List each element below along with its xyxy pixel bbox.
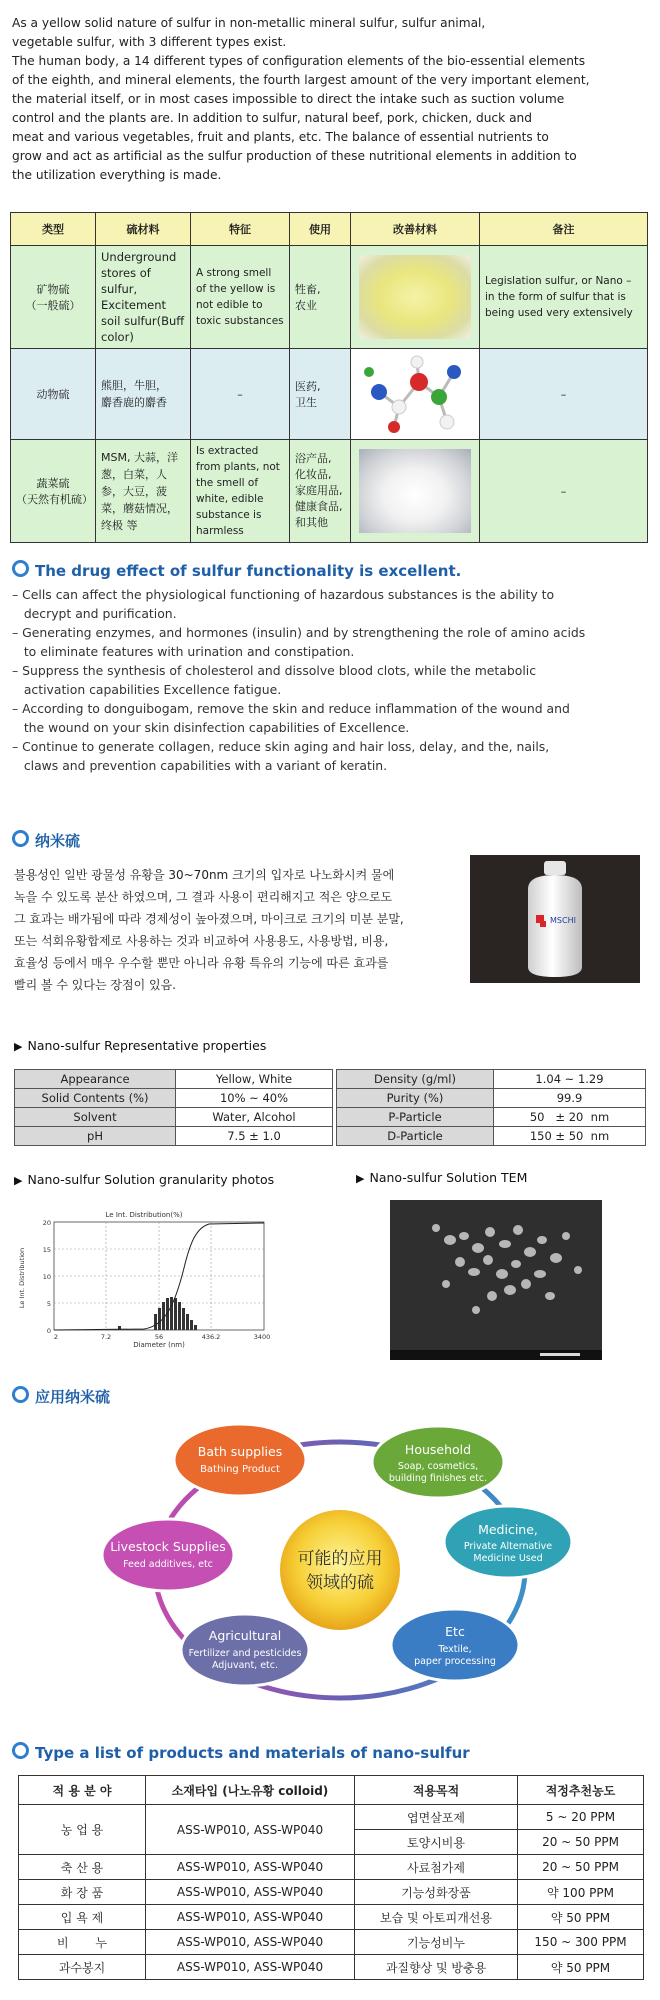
intro-line: grow and act as artificial as the sulfur production of these nutritional elements in addition to (12, 149, 577, 163)
bullet-circle-icon (12, 1742, 29, 1759)
purpose-cell: 토양시비용 (355, 1830, 518, 1855)
bullet-circle-icon (12, 1386, 29, 1403)
prop-label: Density (g/ml) (337, 1070, 494, 1089)
table-row (11, 440, 648, 543)
material-cell: MSM, 大蒜，洋葱，白菜，人参，大豆，菠菜，蘑菇情况，终极 等 (96, 440, 191, 543)
node-sub: Feed additives, etc (123, 1559, 213, 1570)
field-cell: 비 누 (19, 1930, 146, 1955)
intro-line: the material itself, or in most cases impossible to direct the intake such as suction volume (12, 92, 565, 106)
use-cell: 医药, 卫生 (290, 349, 351, 440)
nano-description (14, 864, 454, 996)
table-row (15, 1127, 646, 1146)
list-item: – According to donguibogam, remove the skin and reduce inflammation of the wound and (12, 701, 570, 716)
intro-line: of the eighth, and mineral elements, the fourth largest amount of the very important element, (12, 73, 590, 87)
concentration-cell: 약 100 PPM (518, 1880, 644, 1905)
nano-line: 녹을 수 있도록 분산 하였으며, 그 결과 사용이 편리해지고 적은 양으로도 (14, 890, 393, 904)
purpose-cell: 엽면살포제 (355, 1805, 518, 1830)
triangle-right-icon: ▶ (14, 1040, 23, 1053)
node-sub: Bathing Product (200, 1464, 280, 1475)
field-cell: 화 장 품 (19, 1880, 146, 1905)
props-heading (14, 1038, 266, 1053)
list-item: claws and prevention capabilities with a variant of keratin. (12, 758, 388, 773)
chart-title: Le Int. Distribution(%) (105, 1211, 183, 1219)
prop-value: 7.5 ± 1.0 (176, 1127, 333, 1146)
nano-title-text: 纳米硫 (35, 832, 81, 850)
intro-line: control and the plants are. In addition to sulfur, natural beef, pork, chicken, duck and (12, 111, 532, 125)
table-row (19, 1905, 644, 1930)
concentration-cell: 20 ~ 50 PPM (518, 1830, 644, 1855)
intro-line: vegetable sulfur, with 3 different types exist. (12, 35, 287, 49)
svg-text:Medicine Used: Medicine Used (473, 1553, 543, 1564)
center-text-2: 领域的硫 (306, 1573, 374, 1593)
list-item: the wound on your skin disinfection capabilities of Excellence. (12, 720, 410, 735)
concentration-cell: 20 ~ 50 PPM (518, 1855, 644, 1880)
effects-title-text: The drug effect of sulfur functionality is excellent. (35, 562, 462, 580)
node-title: Agricultural (208, 1628, 282, 1643)
prop-value: Yellow, White (176, 1070, 333, 1089)
purpose-cell: 사료첨가제 (355, 1855, 518, 1880)
type-cell: ASS-WP010, ASS-WP040 (146, 1955, 355, 1980)
tem-graphic (390, 1200, 602, 1360)
granularity-heading (14, 1172, 274, 1187)
svg-text:Textile,: Textile, (438, 1644, 472, 1655)
prop-value: 1.04 ~ 1.29 (494, 1070, 646, 1089)
prop-value: 10% ~ 40% (176, 1089, 333, 1108)
field-cell: 입 욕 제 (19, 1905, 146, 1930)
table-row (11, 349, 648, 440)
bullet-circle-icon (12, 830, 29, 847)
field-cell: 과수봉지 (19, 1955, 146, 1980)
tem-heading (356, 1170, 527, 1185)
white-sulfur-powder-photo (359, 449, 471, 533)
photo-cell (351, 246, 480, 349)
type-cell: ASS-WP010, ASS-WP040 (146, 1855, 355, 1880)
histogram-bars (118, 1297, 197, 1330)
material-cell: 熊胆，牛胆， 麝香鹿的麝香 (96, 349, 191, 440)
intro-paragraph (12, 14, 648, 185)
type-cell: ASS-WP010, ASS-WP040 (146, 1930, 355, 1955)
chart-xlabel: Diameter (nm) (133, 1341, 185, 1348)
concentration-cell: 150 ~ 300 PPM (518, 1930, 644, 1955)
type-cell: 矿物硫 （一般硫） (11, 246, 96, 349)
type-cell: ASS-WP010, ASS-WP040 (146, 1805, 355, 1855)
intro-line: the utilization everything is made. (12, 168, 222, 182)
chart-ylabel: Le Int. Distribution (18, 1247, 26, 1309)
type-cell: ASS-WP010, ASS-WP040 (146, 1880, 355, 1905)
svg-text:Soap, cosmetics,: Soap, cosmetics, (397, 1461, 479, 1472)
granularity-chart-svg (14, 1208, 274, 1348)
applied-title-text: 应用纳米硫 (35, 1388, 111, 1406)
header-use: 使用 (290, 213, 351, 246)
concentration-cell: 약 50 PPM (518, 1905, 644, 1930)
prop-value: 99.9 (494, 1089, 646, 1108)
y-tick-label: 20 (42, 1219, 51, 1227)
nano-line: 불용성인 일반 광물성 유황을 30~70nm 크기의 입자로 나노화시켜 물에 (14, 868, 395, 882)
nano-line: 또는 석회유황합제로 사용하는 것과 비교하여 사용용도, 사용방법, 비용, (14, 934, 389, 948)
bullet-circle-icon (12, 560, 29, 577)
note-cell: Legislation sulfur, or Nano – in the form of sulfur that is being used very extensively (480, 246, 648, 349)
list-item: activation capabilities Excellence fatigue. (12, 682, 282, 697)
purpose-cell: 기능성화장품 (355, 1880, 518, 1905)
node-title: Etc (445, 1624, 465, 1639)
nano-line: 빨리 볼 수 있다는 장점이 있음. (14, 978, 176, 992)
x-tick-label: 56 (154, 1333, 164, 1341)
list-item: – Suppress the synthesis of cholesterol and dissolve blood clots, while the metabolic (12, 663, 537, 678)
list-item: – Continue to generate collagen, reduce skin aging and hair loss, delay, and the, nails, (12, 739, 550, 754)
header-purpose: 적용목적 (355, 1776, 518, 1805)
prop-label: pH (15, 1127, 176, 1146)
prop-value: Water, Alcohol (176, 1108, 333, 1127)
svg-text:Fertilizer and pesticides: Fertilizer and pesticides (188, 1648, 302, 1659)
triangle-right-icon: ▶ (14, 1174, 23, 1187)
list-item: – Cells can affect the physiological functioning of hazardous substances is the ability to (12, 587, 555, 602)
concentration-cell: 약 50 PPM (518, 1955, 644, 1980)
products-title-text: Type a list of products and materials of nano-sulfur (35, 1744, 470, 1762)
intro-line: meat and various vegetables, fruit and plants, etc. The balance of essential nutrients to (12, 130, 549, 144)
header-note: 备注 (480, 213, 648, 246)
prop-label: Appearance (15, 1070, 176, 1089)
product-bottle-photo (470, 855, 640, 983)
purpose-cell: 보습 및 아토피개선용 (355, 1905, 518, 1930)
type-cell: 蔬菜硫 （天然有机硫） (11, 440, 96, 543)
table-header-row (19, 1776, 644, 1805)
table-row (15, 1108, 646, 1127)
molecule-model-graphic (359, 352, 471, 436)
properties-table (14, 1069, 646, 1146)
node-bath-supplies (174, 1424, 306, 1496)
yellow-sulfur-powder-photo (359, 255, 471, 339)
sulfur-type-table (10, 212, 648, 543)
svg-text:paper processing: paper processing (414, 1656, 496, 1667)
prop-label: D-Particle (337, 1127, 494, 1146)
header-material: 硫材料 (96, 213, 191, 246)
nano-line: 그 효과는 배가됨에 따라 경제성이 높아졌으며, 마이크로 크기의 미분 분말, (14, 912, 404, 926)
prop-label: Solid Contents (%) (15, 1089, 176, 1108)
concentration-cell: 5 ~ 20 PPM (518, 1805, 644, 1830)
header-improve-material: 改善材料 (351, 213, 480, 246)
feature-cell: A strong smell of the yellow is not edible to toxic substances (191, 246, 290, 349)
prop-value: 150 ± 50 nm (494, 1127, 646, 1146)
table-row (19, 1805, 644, 1830)
list-item: to eliminate features with urination and constipation. (12, 644, 355, 659)
bottle-label: MSCHI (550, 916, 576, 925)
svg-text:Private Alternative: Private Alternative (463, 1541, 553, 1552)
node-medicine (444, 1506, 572, 1578)
tem-micrograph (390, 1200, 602, 1360)
application-diagram (90, 1420, 590, 1720)
type-cell: ASS-WP010, ASS-WP040 (146, 1905, 355, 1930)
intro-line: The human body, a 14 different types of configuration elements of the bio-essential elements (12, 54, 586, 68)
y-tick-label: 15 (42, 1246, 51, 1254)
header-type: 类型 (11, 213, 96, 246)
x-tick-label: 3400 (253, 1333, 271, 1341)
table-row (19, 1930, 644, 1955)
material-cell: Underground stores of sulfur, Excitement soil sulfur(Buff color) (96, 246, 191, 349)
node-title: Household (404, 1442, 472, 1457)
purpose-cell: 과질향상 및 방충용 (355, 1955, 518, 1980)
header-concentration: 적정추천농도 (518, 1776, 644, 1805)
use-cell: 浴产品, 化妆品, 家庭用品, 健康食品, 和其他 (290, 440, 351, 543)
table-row (19, 1880, 644, 1905)
granularity-heading-text: Nano-sulfur Solution granularity photos (27, 1172, 275, 1187)
feature-cell: – (191, 349, 290, 440)
header-field: 적 용 분 야 (19, 1776, 146, 1805)
node-household (372, 1426, 504, 1498)
effects-section-title (12, 560, 461, 580)
list-item: – Generating enzymes, and hormones (insulin) and by strengthening the role of amino acids (12, 625, 586, 640)
purpose-cell: 기능성비누 (355, 1930, 518, 1955)
node-etc (391, 1609, 519, 1681)
table-row (15, 1070, 646, 1089)
node-livestock (102, 1519, 234, 1591)
node-title: Medicine, (478, 1522, 538, 1537)
effects-list (12, 585, 652, 775)
node-agricultural (181, 1614, 309, 1686)
y-tick-label: 0 (46, 1327, 51, 1335)
products-table (18, 1775, 644, 1980)
prop-value: 50 ± 20 nm (494, 1108, 646, 1127)
note-cell: – (480, 440, 648, 543)
field-cell: 농 업 용 (19, 1805, 146, 1855)
y-tick-label: 10 (42, 1273, 51, 1281)
bottle-graphic (470, 855, 640, 983)
prop-label: Solvent (15, 1108, 176, 1127)
granularity-chart (14, 1208, 274, 1348)
table-header-row (11, 213, 648, 246)
center-text-1: 可能的应用 (297, 1549, 383, 1569)
molecule-model-photo (359, 352, 471, 436)
node-title: Bath supplies (197, 1444, 283, 1459)
x-tick-label: 7.2 (100, 1333, 112, 1341)
application-diagram-svg (90, 1420, 590, 1720)
use-cell: 牲畜, 农业 (290, 246, 351, 349)
y-tick-label: 5 (46, 1300, 51, 1308)
photo-cell (351, 349, 480, 440)
applied-section-title (12, 1386, 110, 1407)
note-cell: – (480, 349, 648, 440)
list-item: decrypt and purification. (12, 606, 177, 621)
intro-line: As a yellow solid nature of sulfur in non-metallic mineral sulfur, sulfur animal, (12, 16, 486, 30)
table-row (19, 1855, 644, 1880)
tem-heading-text: Nano-sulfur Solution TEM (369, 1170, 528, 1185)
node-title: Livestock Supplies (110, 1539, 226, 1554)
svg-text:Adjuvant, etc.: Adjuvant, etc. (211, 1660, 279, 1671)
feature-cell: Is extracted from plants, not the smell of white, edible substance is harmless (191, 440, 290, 543)
triangle-right-icon: ▶ (356, 1172, 365, 1185)
center-circle (280, 1510, 400, 1630)
products-section-title (12, 1742, 470, 1762)
header-feature: 特征 (191, 213, 290, 246)
header-material-type: 소재타입 (나노유황 colloid) (146, 1776, 355, 1805)
prop-label: Purity (%) (337, 1089, 494, 1108)
props-heading-text: Nano-sulfur Representative properties (27, 1038, 267, 1053)
nano-line: 효율성 등에서 매우 우수할 뿐만 아니라 유황 특유의 기능에 따른 효과를 (14, 956, 389, 970)
x-tick-label: 2 (53, 1333, 59, 1341)
table-row (19, 1955, 644, 1980)
table-row (11, 246, 648, 349)
x-tick-label: 436.2 (201, 1333, 221, 1341)
prop-label: P-Particle (337, 1108, 494, 1127)
type-cell: 动物硫 (11, 349, 96, 440)
photo-cell (351, 440, 480, 543)
svg-text:building finishes etc.: building finishes etc. (388, 1473, 488, 1484)
nano-section-title (12, 830, 80, 851)
table-row (15, 1089, 646, 1108)
field-cell: 축 산 용 (19, 1855, 146, 1880)
